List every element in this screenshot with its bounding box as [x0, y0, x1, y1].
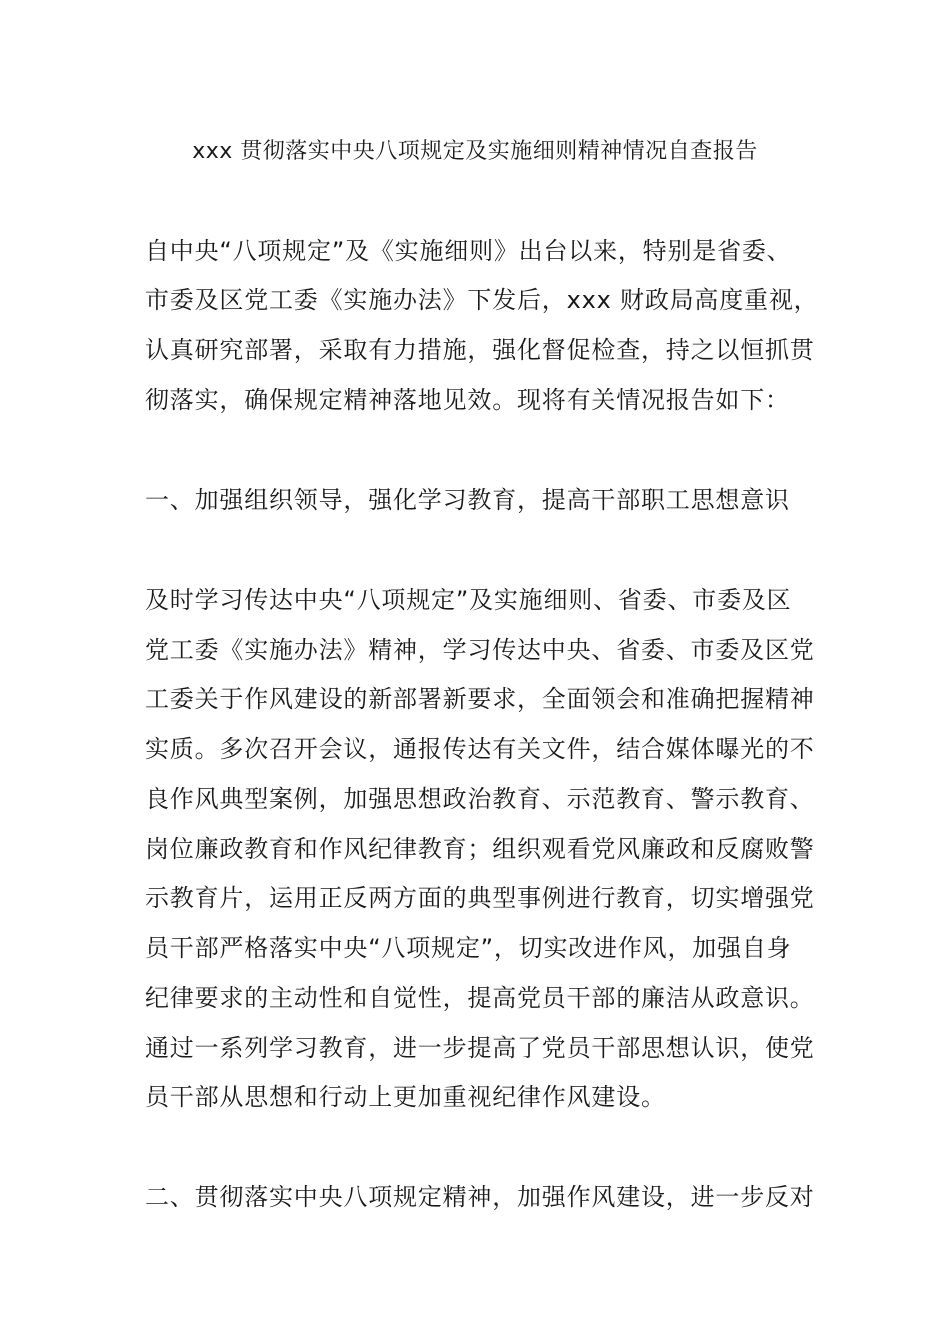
section1-line-11: 员干部从思想和行动上更加重视纪律作风建设。 [145, 1083, 666, 1111]
section1-line-10: 通过一系列学习教育，进一步提高了党员干部思想认识，使党 [145, 1034, 815, 1062]
section1-line-8: 员干部严格落实中央“八项规定”，切实改进作风，加强自身 [145, 934, 792, 962]
intro-line-3: 认真研究部署，采取有力措施，强化督促检查，持之以恒抓贯 [145, 336, 815, 364]
document-title: xxx 贯彻落实中央八项规定及实施细则精神情况自查报告 [192, 139, 758, 164]
section1-line-1: 及时学习传达中央“八项规定”及实施细则、省委、市委及区 [145, 586, 792, 614]
section1-line-5: 良作风典型案例，加强思想政治教育、示范教育、警示教育、 [145, 785, 815, 813]
section1-line-4: 实质。多次召开会议，通报传达有关文件，结合媒体曝光的不 [145, 735, 815, 763]
section1-line-2: 党工委《实施办法》精神，学习传达中央、省委、市委及区党 [145, 636, 815, 664]
intro-line-1: 自中央“八项规定”及《实施细则》出台以来，特别是省委、 [145, 237, 792, 265]
section1-line-3: 工委关于作风建设的新部署新要求，全面领会和准确把握精神 [145, 685, 815, 713]
intro-line-2: 市委及区党工委《实施办法》下发后，xxx 财政局高度重视， [145, 286, 819, 314]
section-heading-1: 一、加强组织领导，强化学习教育，提高干部职工思想意识 [145, 486, 790, 514]
section1-line-6: 岗位廉政教育和作风纪律教育；组织观看党风廉政和反腐败警 [145, 835, 815, 863]
section1-line-7: 示教育片，运用正反两方面的典型事例进行教育，切实增强党 [145, 884, 815, 912]
section-heading-2: 二、贯彻落实中央八项规定精神，加强作风建设，进一步反对 [145, 1183, 815, 1211]
intro-line-4: 彻落实，确保规定精神落地见效。现将有关情况报告如下： [145, 386, 790, 414]
section1-line-9: 纪律要求的主动性和自觉性，提高党员干部的廉洁从政意识。 [145, 984, 815, 1012]
